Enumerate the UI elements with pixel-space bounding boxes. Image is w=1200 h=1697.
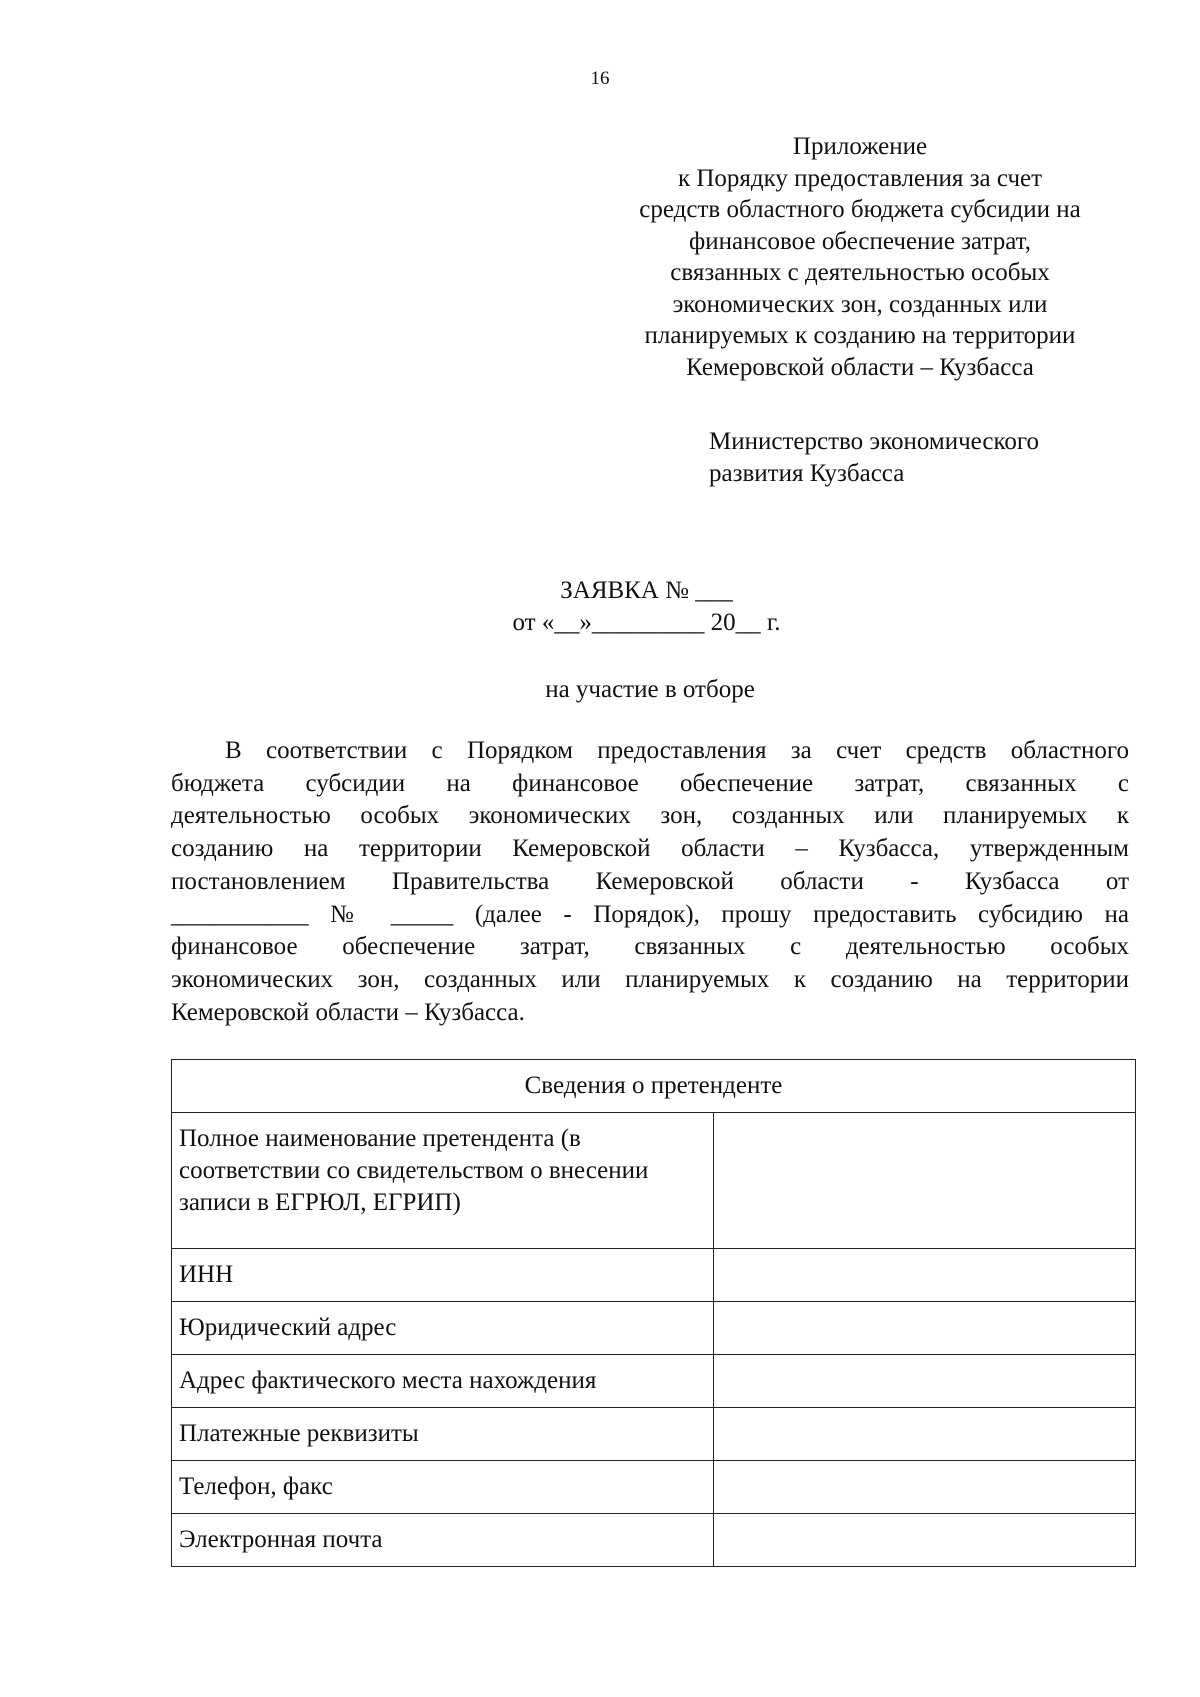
- table-row: [172, 1113, 1136, 1249]
- body-line: финансовое обеспечение затрат, связанных с деятельностью особых: [171, 933, 1129, 961]
- appendix-line: средств областного бюджета субсидии на: [639, 196, 1081, 223]
- body-line: бюджета субсидии на финансовое обеспечение затрат, связанных с: [171, 769, 1129, 797]
- table-row: [172, 1249, 1136, 1302]
- document-date-line: от «__»_________ 20__ г.: [512, 609, 781, 636]
- row-label-legal-address: Юридический адрес: [172, 1302, 714, 1355]
- table-row: [172, 1408, 1136, 1461]
- table-row: [172, 1302, 1136, 1355]
- row-value-actual-address[interactable]: [714, 1355, 1136, 1408]
- appendix-line: планируемых к созданию на территории: [644, 322, 1076, 349]
- row-label-payment-details: Платежные реквизиты: [172, 1408, 714, 1461]
- table-row: [172, 1355, 1136, 1408]
- page-number: 16: [590, 68, 610, 89]
- applicant-info-table: [171, 1059, 1136, 1567]
- table-row: [172, 1461, 1136, 1514]
- row-value-inn[interactable]: [714, 1249, 1136, 1302]
- row-label-full-name: Полное наименование претендента (в соответствии со свидетельством о внесении записи в ЕГРЮЛ, ЕГРИП): [172, 1113, 714, 1249]
- body-line: экономических зон, созданных или планируемых к созданию на территории: [171, 965, 1129, 993]
- row-label-email: Электронная почта: [172, 1514, 714, 1567]
- appendix-line: связанных с деятельностью особых: [670, 259, 1050, 286]
- recipient-block: [709, 426, 1039, 490]
- document-title: ЗАЯВКА № ___: [560, 577, 733, 604]
- body-line: деятельностью особых экономических зон, созданных или планируемых к: [171, 802, 1129, 830]
- row-label-inn: ИНН: [172, 1249, 714, 1302]
- row-value-phone-fax[interactable]: [714, 1461, 1136, 1514]
- appendix-block: [600, 131, 1120, 383]
- appendix-line: экономических зон, созданных или: [672, 290, 1048, 318]
- body-line: В соответствии с Порядком предоставления за счет средств областного: [225, 737, 1129, 764]
- table-header-row: [172, 1060, 1136, 1113]
- body-line: постановлением Правительства Кемеровской области - Кузбасса от: [171, 867, 1129, 895]
- appendix-line: Кемеровской области – Кузбасса: [686, 353, 1034, 381]
- row-label-actual-address: Адрес фактического места нахождения: [172, 1355, 714, 1408]
- row-label-phone-fax: Телефон, факс: [172, 1461, 714, 1514]
- body-line: ___________ № _____ (далее - Порядок), прошу предоставить субсидию на: [171, 900, 1129, 928]
- table-row: [172, 1514, 1136, 1567]
- appendix-line: к Порядку предоставления за счет: [677, 164, 1043, 192]
- row-value-legal-address[interactable]: [714, 1302, 1136, 1355]
- body-paragraph: [171, 735, 1129, 1029]
- row-value-full-name[interactable]: [714, 1113, 1136, 1249]
- body-line: созданию на территории Кемеровской области – Кузбасса, утвержденным: [171, 835, 1129, 863]
- appendix-line: Приложение: [792, 133, 928, 160]
- body-line: Кемеровской области – Кузбасса.: [171, 998, 525, 1026]
- recipient-line: Министерство экономического: [709, 428, 1039, 455]
- appendix-line: финансовое обеспечение затрат,: [689, 227, 1031, 255]
- table-header: Сведения о претенденте: [172, 1060, 1136, 1113]
- document-purpose: на участие в отборе: [545, 676, 755, 703]
- row-value-payment-details[interactable]: [714, 1408, 1136, 1461]
- row-value-email[interactable]: [714, 1514, 1136, 1567]
- recipient-line: развития Кузбасса: [709, 460, 905, 487]
